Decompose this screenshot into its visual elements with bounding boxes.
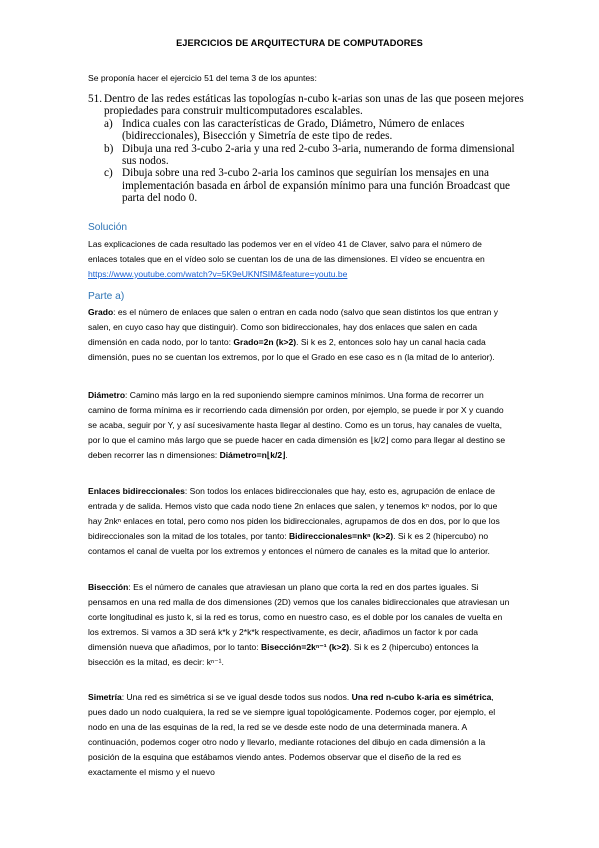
exercise-stem: Dentro de las redes estáticas las topologías n-cubo k-arias son unas de las que poseen mejores propiedades para construir multicomputadores escalables. [104, 93, 524, 118]
video-link[interactable]: https://www.youtube.com/watch?v=5K9eUKNfSIM&feature=youtu.be [88, 268, 348, 279]
part-a-heading: Parte a) [88, 291, 125, 302]
enlaces-paragraph: Enlaces bidireccionales: Son todos los enlaces bidireccionales que hay, esto es, agrupación de enlace de entrada y de salida. Hemos visto que cada nodo tiene 2n enlaces que salen, y tenemos kⁿ nodos, por lo que hay 2nkⁿ enlaces en total, pero como nos piden los bidireccionales, agrupamos de dos en dos, por lo que los bidireccionales son la mitad de los totales, por tanto: Bidireccionales=nkⁿ (k>2). Si k es 2 (hipercubo) no contamos el canal de vuelta por los extremos y entonces el número de canales es la mitad que lo anterior. [88, 486, 500, 556]
grado-label: Grado [88, 307, 114, 317]
grado-paragraph: Grado: es el número de enlaces que salen o entran en cada nodo (salvo que sean distintos los que entran y salen, en cuyo caso hay que distinguir). Como son bidireccionales, hay dos enlaces que salen en cada dimensión en cada nodo, por lo tanto: Grado=2n (k>2). Si k es 2, entonces solo hay un canal hacia cada dimensión, pues no se cuentan los extremos, por lo que el Grado en ese caso es n (la mitad de lo anterior). [88, 307, 499, 362]
biseccion-paragraph: Bisección: Es el número de canales que atraviesan un plano que corta la red en dos partes iguales. Si pensamos en una red malla de dos dimensiones (2D) vemos que los canales bidireccionales que atraviesan un corte longitudinal es justo k, si la red es torus, como en nuestro caso, es el doble por los canales de vuelta en los extremos. Si vamos a 3D será k*k y 2*k*k respectivamente, es decir, añadimos un factor k por cada dimensión nueva que añadimos, por lo tanto: Bisección=2kⁿ⁻¹ (k>2). Si k es 2 (hipercubo) entonces la bisección es la mitad, es decir: kⁿ⁻¹. [88, 582, 510, 667]
diametro-formula: Diámetro=n⌊k/2⌋ [219, 449, 286, 460]
diametro-label: Diámetro [88, 390, 126, 400]
enlaces-label: Enlaces bidireccionales [88, 486, 185, 496]
document-title: EJERCICIOS DE ARQUITECTURA DE COMPUTADORES [176, 38, 423, 48]
intro-text: Se proponía hacer el ejercicio 51 del tema 3 de los apuntes: [88, 73, 317, 83]
exercise-block [88, 93, 528, 205]
exercise-item-b: b) Dibuja una red 3-cubo 2-aria y una red 2-cubo 3-aria, numerando de forma dimensional sus nodos. [104, 142, 515, 168]
grado-formula: Grado=2n [233, 336, 274, 347]
exercise-number: 51. [88, 93, 102, 105]
exercise-item-a: a) Indica cuales con las características de Grado, Diámetro, Número de enlaces (bidireccionales), Bisección y Simetría de este tipo de redes. [104, 117, 465, 143]
diametro-paragraph: Diámetro: Camino más largo en la red suponiendo siempre caminos mínimos. Una forma de recorrer un camino de forma mínima es ir recorriendo cada dimensión por orden, por ejemplo, se puede ir por X y cuando se acaba, seguir por Y, y así sucesivamente hasta llegar al destino. Como es un torus, hay canales de vuelta, por lo que el camino más largo que se puede hacer en cada dimensión es ⌊k/2⌋ como para llegar al destino se deben recorrer las n dimensiones: Diámetro=n⌊k/2⌋. [88, 390, 506, 460]
solution-paragraph: Las explicaciones de cada resultado las podemos ver en el vídeo 41 de Claver, salvo para el número de enlaces totales que en el vídeo solo se cuentan los de una de las dimensiones. El vídeo se encuentra en https://www.youtube.com/watch?v=5K9eUKNfSIM&feature=youtu.be [88, 239, 485, 279]
solution-heading: Solución [88, 222, 128, 233]
simetria-formula: Una red n-cubo k-aria es simétrica [351, 692, 492, 702]
exercise-items [88, 118, 528, 205]
biseccion-label: Bisección [88, 582, 129, 592]
enlaces-formula: Bidireccionales=nkⁿ [288, 530, 371, 541]
biseccion-formula: Bisección=2kⁿ⁻¹ [260, 641, 327, 652]
exercise-item-c: c) Dibuja sobre una red 3-cubo 2-aria los caminos que seguirían los mensajes en una implementación basada en árbol de expansión mínimo para una función Broadcast que parta del nodo 0. [104, 167, 511, 205]
simetria-label: Simetría [88, 692, 122, 702]
simetria-paragraph: Simetría: Una red es simétrica si se ve igual desde todos sus nodos. Una red n-cubo k-aria es simétrica, pues dado un nodo cualquiera, la red se ve siempre igual topológicamente. Podemos coger, por ejemplo, el nodo en una de las esquinas de la red, la red se ve desde este nodo de una determinada manera. A continuación, podemos coger otro nodo y llevarlo, mediante rotaciones del dibujo en cada dimensión a la posición de la esquina que estábamos viendo antes. Podemos observar que el diseño de la red es exactamente el mismo y el nuevo [88, 692, 496, 777]
